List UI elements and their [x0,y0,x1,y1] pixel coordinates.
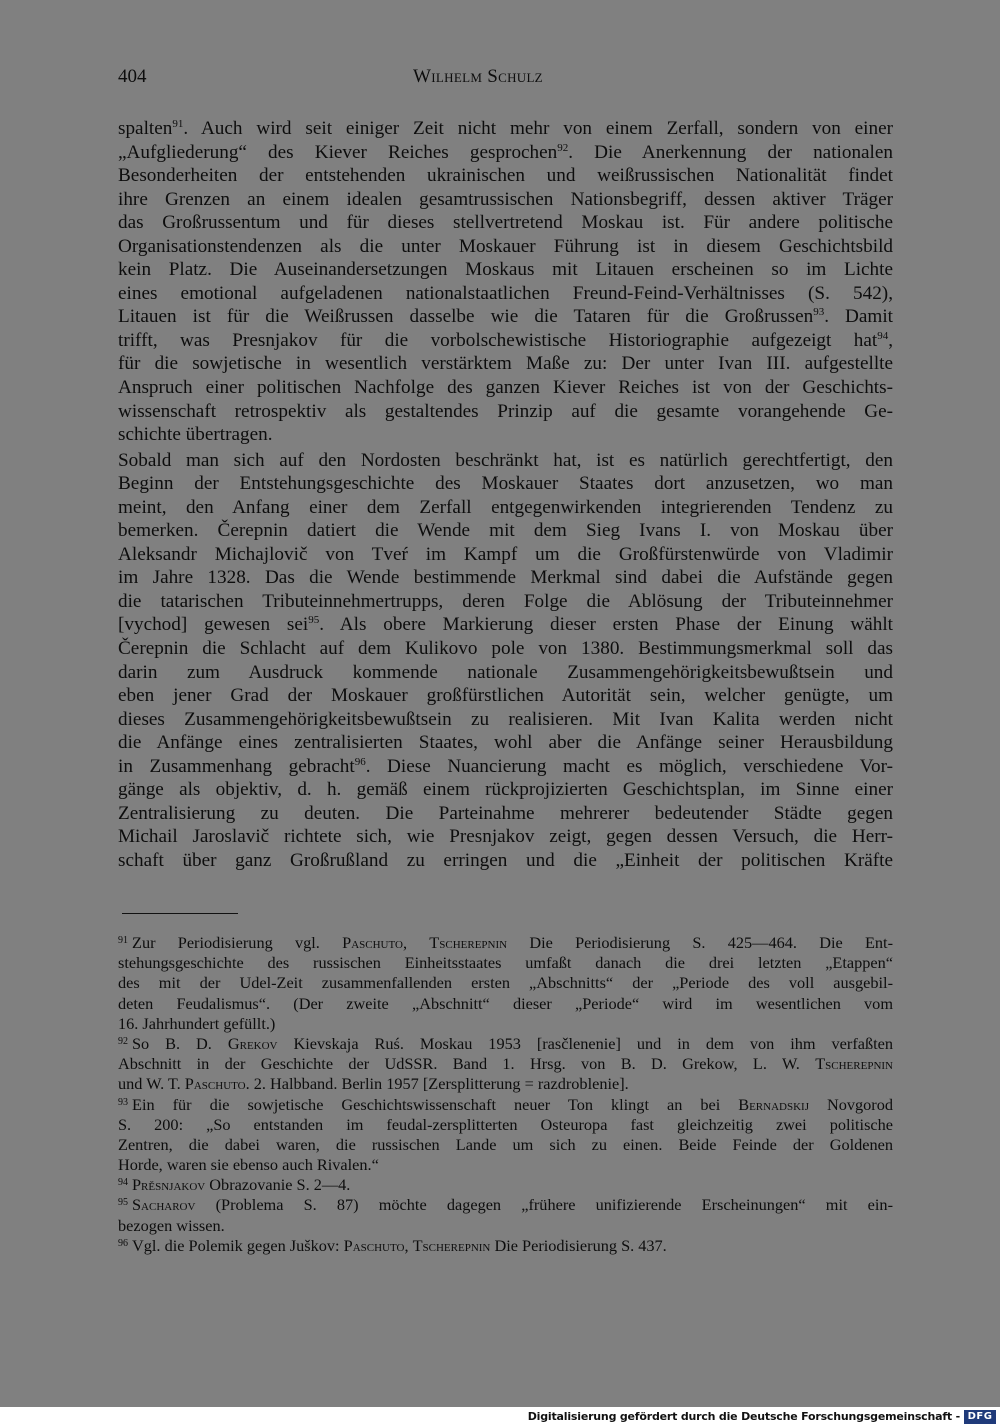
body-line: Anspruch einer politischen Nachfolge des ganzen Kiever Reiches ist von der Geschichts- [118,377,893,399]
footnote-line: stehungsgeschichte des russischen Einheitsstaates umfaßt danach die drei letzten „Etappen“ [118,953,893,973]
body-line: Besonderheiten der entstehenden ukrainischen und weißrussischen Nationalität findet [118,165,893,187]
footnote-line: 16. Jahrhundert gefüllt.) [118,1013,276,1033]
footnote-line: Zentren, die dabei waren, die russischen Lande um sich zu einen. Beide Feinde der Goldenen [118,1134,893,1154]
body-line: spalten$^{91}$. Auch wird seit einiger Zeit nicht mehr von einem Zerfall, sondern von einer [118,118,893,139]
footnote-line: und W. T. Paschuto. 2. Halbband. Berlin 1957 [Zersplitterung = razdroblenie]. [118,1074,629,1094]
footnote-95 [118,1195,893,1235]
footnote-reference: 96 [354,755,366,768]
footnote-line: $^{96}$ Vgl. die Polemik gegen Juškov: Paschuto, Tscherepnin Die Periodisierung S. 437. [118,1235,667,1255]
body-line: schaft über ganz Großrußland zu erringen und die „Einheit der politischen Kräfte [118,849,893,871]
body-text [118,117,893,873]
footnote-96 [118,1236,893,1256]
footnote-line: des mit der Udel-Zeit zusammenfallenden ersten „Abschnitts“ der „Periode des voll ausgebil- [118,973,893,993]
body-line: eines emotional aufgeladenen nationalstaatlichen Freund-Feind-Verhältnisses (S. 542), [118,282,893,304]
footnote-number: 94 [118,1177,128,1189]
body-line: kein Platz. Die Auseinandersetzungen Moskaus mit Litauen erscheinen so im Lichte [118,259,893,281]
footnote-reference: 94 [877,329,889,342]
author-name: Tscherepnin [429,933,508,952]
body-line: Michail Jaroslavič richtete sich, wie Presnjakov zeigt, gegen dessen Versuch, die Herr- [118,826,893,848]
author-name: Tscherepnin [412,1235,491,1255]
author-name: Bernadskij [738,1094,809,1114]
funding-notice: Digitalisierung gefördert durch die Deutsche Forschungsgemeinschaft - [527,1410,960,1423]
author-name: Prěsnjakov [132,1175,206,1195]
footnote-line: $^{94}$ Prěsnjakov Obrazovanie S. 2—4. [118,1175,351,1195]
footnote-91 [118,933,893,1034]
footnote-line: $^{92}$ So B. D. Grekov Kievskaja Ruś. Moskau 1953 [rasčlenenie] und in dem von ihm verfaßten [118,1033,893,1053]
body-line: Litauen ist für die Weißrussen dasselbe wie die Tataren für die Großrussen$^{93}$. Damit [118,306,893,328]
body-line: bemerken. Čerepnin datiert die Wende mit dem Sieg Ivans I. von Moskau über [118,520,893,542]
body-line: für die sowjetische in wesentlich verstärktem Maße zu: Der unter Ivan III. aufgestellte [118,353,893,375]
footnote-number: 96 [118,1237,128,1249]
page-header [118,66,838,92]
body-line: Aleksandr Michajlovič von Tveŕ im Kampf um die Großfürstenwürde von Vladimir [118,543,893,565]
body-line: trifft, was Presnjakov für die vorbolschewistische Historiographie aufgezeigt hat$^{94}$, [118,329,893,351]
author-name: Paschuto [184,1074,246,1094]
author-name: Grekov [227,1033,278,1053]
footnotes [118,933,893,1256]
footnote-line: $^{93}$ Ein für die sowjetische Geschichtswissenschaft neuer Ton klingt an bei Bernadskij Novgorod [118,1094,894,1114]
footnote-94 [118,1175,893,1195]
body-line: „Aufgliederung“ des Kiever Reiches gesprochen$^{92}$. Die Anerkennung der nationalen [118,141,893,163]
body-line: Čerepnin die Schlacht auf dem Kulikovo pole von 1380. Bestimmungsmerkmal soll das [118,638,893,660]
footnote-92 [118,1034,893,1095]
footnote-reference: 91 [172,118,184,130]
footnote-line: S. 200: „So entstanden im feudal-zersplitterten Osteuropa fast gleichzeitig zwei politische [118,1114,893,1134]
footnote-number: 92 [118,1035,128,1047]
body-line: Zentralisierung zu deuten. Die Parteinahme mehrerer bedeutender Städte gegen [118,802,893,824]
footnote-number: 91 [118,935,128,946]
footnote-number: 93 [118,1096,128,1108]
footnote-reference: 95 [308,614,320,627]
footnote-reference: 93 [813,306,825,319]
author-name: Tscherepnin [815,1054,893,1074]
body-line: dieses Zusammengehörigkeitsbewußtsein zu realisieren. Mit Ivan Kalita werden nicht [118,708,893,730]
author-name: Sacharov [132,1195,196,1215]
body-line: darin zum Ausdruck kommende nationale Zusammengehörigkeitsbewußtsein und [118,661,893,683]
body-line: eben jener Grad der Moskauer großfürstlichen Autorität sein, welcher genügte, um [118,685,893,707]
footnote-93 [118,1095,893,1176]
page-number: 404 [118,66,147,87]
body-line: schichte übertragen. [118,424,273,446]
footnote-line: $^{91}$ Zur Periodisierung vgl. Paschuto, Tscherepnin Die Periodisierung S. 425—464. Die Ent- [118,933,894,952]
footnote-line: Horde, waren sie ebenso auch Rivalen.“ [118,1155,379,1175]
body-line: wissenschaft retrospektiv als gestaltendes Prinzip auf die gesamte vorangehende Ge- [118,400,893,422]
body-line: meint, den Anfang einer dem Zerfall entgegenwirkenden integrierenden Tendenz zu [118,496,893,518]
body-line: die Anfänge eines zentralisierten Staates, wohl aber die Anfänge seiner Herausbildung [118,732,893,754]
footnote-number: 95 [118,1197,128,1209]
footnote-line: $^{95}$ Sacharov (Problema S. 87) möchte dagegen „frühere unifizierende Erscheinungen“ mit ein- [118,1195,893,1215]
body-line: die tatarischen Tributeinnehmertrupps, deren Folge die Ablösung der Tributeinnehmer [118,590,893,612]
dfg-logo-icon: DFG [964,1410,996,1424]
footnote-separator-rule [122,913,238,914]
body-line: [vychod] gewesen sei$^{95}$. Als obere Markierung dieser ersten Phase der Einung wählt [118,614,894,636]
footnote-line: bezogen wissen. [118,1215,225,1235]
body-line: Beginn der Entstehungsgeschichte des Moskauer Staates dort anzusetzen, wo man [118,473,893,495]
body-line: in Zusammenhang gebracht$^{96}$. Diese Nuancierung macht es möglich, verschiedene Vor- [118,755,894,777]
footnote-line: deten Feudalismus“. (Der zweite „Abschnitt“ dieser „Periode“ wird im wesentlichen vom [118,993,893,1013]
body-line: im Jahre 1328. Das die Wende bestimmende Merkmal sind dabei die Aufstände gegen [118,567,893,589]
author-name: Paschuto [343,1235,405,1255]
author-name: Paschuto [342,933,403,952]
running-head-author: Wilhelm Schulz [413,66,543,87]
body-line: gänge als objektiv, d. h. gemäß einem rückprojizierten Geschichtsplan, im Sinne einer [118,779,893,801]
body-line: Sobald man sich auf den Nordosten beschränkt hat, ist es natürlich gerechtfertigt, den [118,449,893,471]
footnote-reference: 92 [557,141,569,154]
body-line: das Großrussentum und für dieses stellvertretend Moskau ist. Für andere politische [118,212,893,234]
footnote-line: Abschnitt in der Geschichte der UdSSR. Band 1. Hrsg. von B. D. Grekow, L. W. Tscherepnin [118,1054,893,1074]
body-line: ihre Grenzen an einem idealen gesamtrussischen Nationsbegriff, dessen aktiver Träger [118,188,893,210]
body-line: Organisationstendenzen als die unter Moskauer Führung ist in diesem Geschichtsbild [118,235,893,257]
digitization-footer [0,1407,1000,1427]
